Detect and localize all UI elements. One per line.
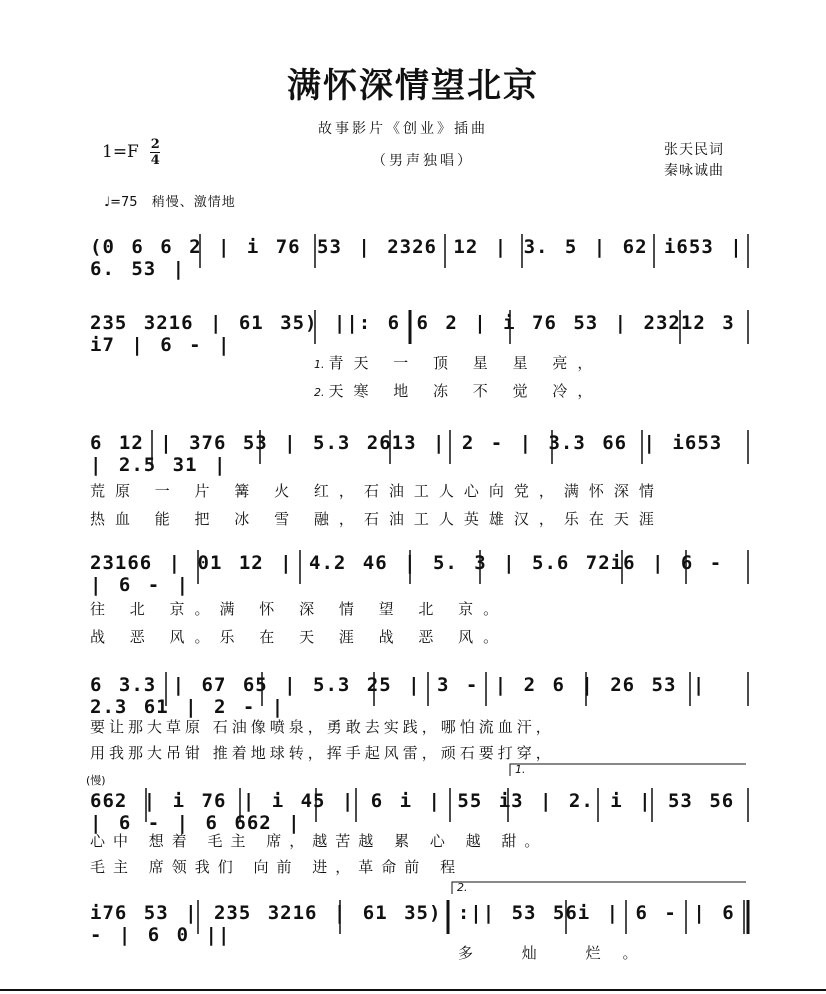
key-label: 1=F [102, 142, 139, 162]
lyric-3-verse-2: 热血 能 把 冰 雪 融，石油工人英雄汉，乐在天涯 [90, 510, 664, 528]
notation-6: 662 | i 76 | i 45 | 6 i | 55 i3 | 2. i | 53 56 | 6 - | 6 662 | [90, 790, 735, 834]
lyric-text: 青天 一 顶 星 星 亮， [328, 354, 603, 372]
score-line-1 [90, 232, 750, 280]
lyric-5-verse-2: 用我那大吊钳 推着地球转，挥手起风雷，顽石要打穿， [90, 744, 555, 762]
lyric-6-verse-1: 心中 想着 毛主 席，越苦越 累 心 越 甜。 [90, 832, 548, 850]
lyric-6-verse-2: 毛主 席领我们 向前 进，革命前 程 [90, 858, 464, 876]
lyric-5-verse-1: 要让那大草原 石油像喷泉，勇敢去实践，哪怕流血汗， [90, 718, 555, 736]
score-line-7 [90, 898, 750, 946]
notation-7: i76 53 | 235 3216 | 61 35) :|| 53 56i | 6 - | 6 - | 6 0 || [90, 902, 735, 946]
volta-label-2: 2. [457, 881, 468, 894]
lyric-4-verse-2: 战 恶 风。乐 在 天 涯 战 恶 风。 [90, 628, 509, 646]
lyric-4-verse-1: 往 北 京。满 怀 深 情 望 北 京。 [90, 600, 509, 618]
time-numerator: 2 [150, 137, 160, 152]
score-line-2 [90, 308, 750, 356]
slow-marking: (慢) [86, 774, 106, 787]
score-line-4 [90, 548, 750, 596]
lyricist-credit: 张天民词 [664, 142, 724, 158]
verse-number-1: 1. [314, 358, 325, 371]
subtitle: 故事影片《创业》插曲 [318, 121, 488, 137]
lyric-7-verse-1: 多 灿 烂。 [458, 944, 660, 962]
tempo-marking [104, 191, 236, 210]
lyric-2-verse-1 [314, 352, 734, 373]
volta-label-1: 1. [515, 763, 526, 776]
performance-note: （男声独唱） [372, 153, 474, 169]
score-line-3 [90, 428, 750, 476]
notation-3: 6 12 | 376 53 | 5.3 2613 | 2 - | 3.3 66 | i653 | 2.5 31 | [90, 432, 723, 476]
score-line-6 [90, 786, 750, 834]
expression-marking: 稍慢、激情地 [151, 195, 236, 210]
lyric-text: 天寒 地 冻 不 觉 冷， [328, 382, 603, 400]
notation-5: 6 3.3 | 67 65 | 5.3 25 | 3 - | 2 6 | 26 53 | 2.3 61 | 2 - | [90, 674, 706, 718]
score-line-5 [90, 670, 750, 718]
volta-bracket-2 [450, 880, 748, 894]
song-title: 满怀深情望北京 [287, 66, 539, 106]
composer-credit: 秦咏诚曲 [664, 163, 724, 179]
time-denominator: 4 [150, 153, 160, 168]
key-signature [102, 138, 160, 167]
tempo-value: ♩=75 [104, 195, 138, 210]
notation-2: 235 3216 | 61 35) ||: 6 6 2 | i 76 53 | 23212 3 i7 | 6 - | [90, 312, 735, 356]
volta-bracket-1 [508, 762, 748, 776]
time-signature [150, 138, 160, 167]
page-bottom-rule [0, 989, 826, 991]
verse-number-2: 2. [314, 386, 325, 399]
lyric-2-verse-2 [314, 380, 734, 401]
notation-1: (0 6 6 2 | i 76 53 | 2326 12 | 3. 5 | 62 i653 | 6. 53 | [90, 236, 743, 280]
lyric-3-verse-1: 荒原 一 片 篝 火 红，石油工人心向党，满怀深情 [90, 482, 664, 500]
notation-4: 23166 | 01 12 | 4.2 46 | 5. 3 | 5.6 72i6 | 6 - | 6 - | [90, 552, 723, 596]
